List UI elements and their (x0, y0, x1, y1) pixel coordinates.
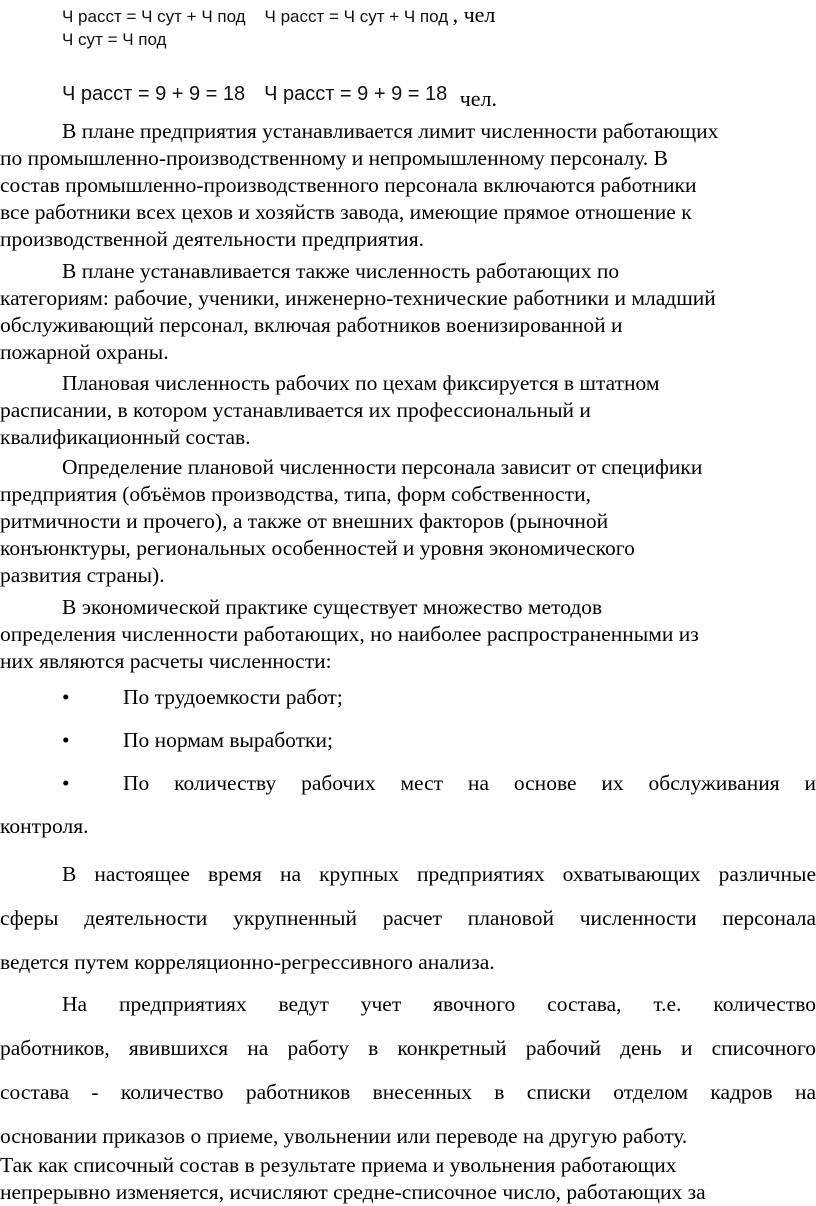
text-line: На предприятиях ведут учет явочного состава, т.е. количество (62, 992, 816, 1016)
paragraph-average (0, 1152, 816, 1206)
text-line: них являются расчеты численности: (0, 649, 332, 673)
formula-line-2 (62, 30, 166, 50)
text-line: сферы деятельности укрупненный расчет плановой численности персонала (0, 906, 816, 930)
formula-1-unit: , чел (452, 2, 496, 27)
text-line: расписании, в котором устанавливается их профессиональный и (0, 398, 591, 422)
formula-line-1 (62, 2, 495, 28)
text-line: Так как списочный состав в результате приема и увольнения работающих (0, 1153, 677, 1177)
formula-line-3 (62, 80, 498, 111)
text-line: работников, явившихся на работу в конкретный рабочий день и списочного (0, 1036, 816, 1060)
text-line: В плане устанавливается также численность работающих по (62, 259, 620, 283)
list-item-continuation (0, 813, 816, 840)
list-item-text: По трудоемкости работ; (123, 685, 343, 709)
list-item (0, 770, 816, 797)
paragraph-methods (0, 594, 816, 675)
text-line: непрерывно изменяется, исчисляют средне-списочное число, работающих за (0, 1180, 706, 1204)
list-item-text: По количеству рабочих мест на основе их обслуживания и (123, 771, 816, 795)
formula-1a: Ч расст = Ч сут + Ч под (62, 7, 246, 26)
text-line: пожарной охраны. (0, 340, 169, 364)
text-line: контроля. (0, 814, 89, 838)
formula-3b: Ч расст = 9 + 9 = 18 (264, 83, 448, 105)
text-line: по промышленно-производственному и непромышленному персоналу. В (0, 146, 668, 170)
formula-3-unit: чел. (459, 86, 498, 111)
text-line: квалификационный состав. (0, 425, 251, 449)
text-line: В плане предприятия устанавливается лимит численности работающих (62, 119, 719, 143)
bullet-icon: • (62, 728, 70, 752)
formula-2: Ч сут = Ч под (62, 30, 167, 49)
text-line: категориям: рабочие, ученики, инженерно-технические работники и младший (0, 286, 716, 310)
paragraph-limit (0, 118, 816, 253)
list-item (0, 684, 816, 711)
text-line: состава - количество работников внесенных в списки отделом кадров на (0, 1080, 816, 1104)
bullet-icon: • (62, 771, 70, 795)
text-line: Плановая численность рабочих по цехам фиксируется в штатном (62, 371, 660, 395)
formula-3a: Ч расст = 9 + 9 = 18 (62, 83, 246, 105)
list-item (0, 727, 816, 754)
text-line: ведется путем корреляционно-регрессивного анализа. (0, 950, 495, 974)
paragraph-definition (0, 454, 816, 589)
paragraph-staffing (0, 370, 816, 451)
paragraph-attendance (0, 982, 816, 1158)
text-line: В экономической практике существует множество методов (62, 595, 603, 619)
text-line: определения численности работающих, но наиболее распространенными из (0, 622, 699, 646)
text-line: обслуживающий персонал, включая работников военизированной и (0, 313, 623, 337)
text-line: предприятия (объёмов производства, типа, форм собственности, (0, 482, 591, 506)
text-line: состав промышленно-производственного персонала включаются работники (0, 173, 697, 197)
text-line: все работники всех цехов и хозяйств завода, имеющие прямое отношение к (0, 200, 692, 224)
text-line: Определение плановой численности персонала зависит от специфики (62, 455, 703, 479)
formula-1b: Ч расст = Ч сут + Ч под (264, 7, 449, 26)
paragraph-categories (0, 258, 816, 366)
text-line: ритмичности и прочего), а также от внешних факторов (рыночной (0, 509, 609, 533)
list-item-text: По нормам выработки; (123, 728, 333, 752)
text-line: В настоящее время на крупных предприятиях охватывающих различные (62, 862, 816, 886)
text-line: развития страны). (0, 563, 165, 587)
text-line: основании приказов о приеме, увольнении или переводе на другую работу. (0, 1124, 688, 1148)
text-line: конъюнктуры, региональных особенностей и уровня экономического (0, 536, 635, 560)
text-line: производственной деятельности предприятия. (0, 227, 424, 251)
bullet-icon: • (62, 685, 70, 709)
paragraph-correlation (0, 852, 816, 984)
